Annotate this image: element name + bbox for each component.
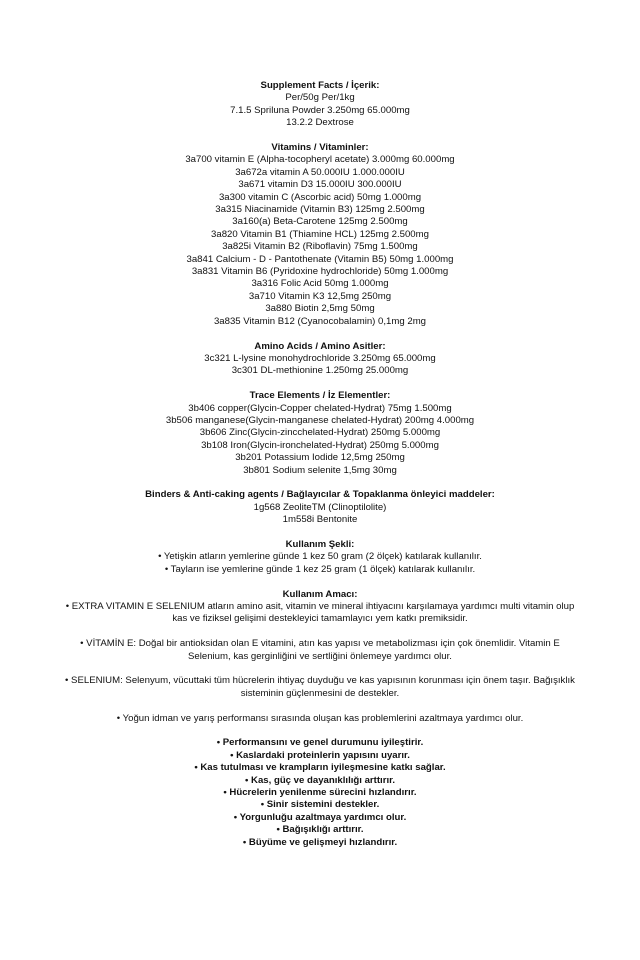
supplement-facts-section bbox=[64, 80, 576, 130]
binder-line: 1m558i Bentonite bbox=[282, 514, 358, 526]
benefit-line: • Performansını ve genel durumunu iyileştirir. bbox=[216, 737, 424, 749]
vitamin-line: 3a710 Vitamin K3 12,5mg 250mg bbox=[248, 290, 392, 302]
benefit-line: • Kas tutulması ve krampların iyileşmesine katkı sağlar. bbox=[194, 762, 446, 774]
benefit-line: • Sinir sistemini destekler. bbox=[260, 799, 380, 811]
benefit-line: • Hücrelerin yenilenme sürecini hızlandırır. bbox=[223, 787, 417, 798]
benefit-line: • Kas, güç ve dayanıklılığı arttırır. bbox=[245, 774, 395, 786]
benefit-line: • Bağışıklığı arttırır. bbox=[276, 824, 364, 836]
purpose-paragraph: • VİTAMİN E: Doğal bir antioksidan olan E vitamini, atın kas yapısı ve metabolizması için çok önemlidir. Vitamin E Selenium, kas gerginliğini ve sertliğini önlemeye yardımcı olur. bbox=[80, 638, 560, 662]
vitamin-line: 3a315 Niacinamide (Vitamin B3) 125mg 2.500mg bbox=[215, 204, 425, 216]
benefit-line: • Kaslardaki proteinlerin yapısını uyarır. bbox=[230, 749, 410, 761]
purpose-paragraph: • Yoğun idman ve yarış performansı sırasında oluşan kas problemlerini azaltmaya yardımcı olur. bbox=[116, 712, 524, 724]
vitamin-line: 3a835 Vitamin B12 (Cyanocobalamin) 0,1mg 2mg bbox=[213, 315, 427, 327]
trace-element-line: 3b201 Potassium Iodide 12,5mg 250mg bbox=[235, 452, 405, 464]
usage-line: • Yetişkin atların yemlerine günde 1 kez 50 gram (2 ölçek) katılarak kullanılır. bbox=[158, 551, 482, 563]
vitamin-line: 3a672a vitamin A 50.000IU 1.000.000IU bbox=[235, 166, 405, 178]
trace-element-line: 3b406 copper(Glycin-Copper chelated-Hydrat) 75mg 1.500mg bbox=[188, 402, 452, 414]
vitamin-line: 3a820 Vitamin B1 (Thiamine HCL) 125mg 2.500mg bbox=[211, 228, 429, 240]
usage-heading: Kullanım Şekli: bbox=[285, 538, 355, 550]
vitamin-line: 3a300 vitamin C (Ascorbic acid) 50mg 1.000mg bbox=[218, 191, 422, 203]
amino-acid-line: 3c321 L-lysine monohydrochloride 3.250mg 65.000mg bbox=[204, 352, 436, 364]
benefit-line: • Yorgunluğu azaltmaya yardımcı olur. bbox=[233, 811, 407, 823]
vitamin-line: 3a831 Vitamin B6 (Pyridoxine hydrochloride) 50mg 1.000mg bbox=[191, 266, 449, 278]
supplement-facts-line: 7.1.5 Spriluna Powder 3.250mg 65.000mg bbox=[230, 104, 410, 116]
supplement-facts-line: Per/50g Per/1kg bbox=[285, 92, 355, 104]
benefit-line: • Büyüme ve gelişmeyi hızlandırır. bbox=[242, 836, 398, 848]
vitamin-line: 3a671 vitamin D3 15.000IU 300.000IU bbox=[238, 179, 402, 191]
vitamin-line: 3a825i Vitamin B2 (Riboflavin) 75mg 1.500mg bbox=[222, 241, 418, 253]
vitamin-line: 3a880 Biotin 2,5mg 50mg bbox=[265, 303, 375, 315]
usage-line: • Tayların ise yemlerine günde 1 kez 25 gram (1 ölçek) katılarak kullanılır. bbox=[164, 563, 476, 575]
supplement-facts-heading: Supplement Facts / İçerik: bbox=[260, 80, 380, 91]
product-description bbox=[64, 80, 576, 861]
binders-heading: Binders & Anti-caking agents / Bağlayıcılar & Topaklanma önleyici maddeler: bbox=[145, 489, 495, 501]
binder-line: 1g568 ZeoliteTM (Clinoptilolite) bbox=[253, 501, 387, 513]
benefits-section bbox=[64, 737, 576, 849]
purpose-section bbox=[64, 589, 576, 725]
binders-section bbox=[64, 489, 576, 526]
trace-element-line: 3b606 Zinc(Glycin-zincchelated-Hydrat) 250mg 5.000mg bbox=[199, 427, 441, 439]
vitamin-line: 3a316 Folic Acid 50mg 1.000mg bbox=[251, 278, 389, 290]
usage-section bbox=[64, 539, 576, 576]
amino-acids-section bbox=[64, 341, 576, 378]
trace-elements-section bbox=[64, 390, 576, 477]
vitamin-line: 3a841 Calcium - D - Pantothenate (Vitamin B5) 50mg 1.000mg bbox=[186, 253, 454, 265]
trace-elements-heading: Trace Elements / İz Elementler: bbox=[249, 390, 391, 402]
amino-acids-heading: Amino Acids / Amino Asitler: bbox=[254, 340, 386, 352]
vitamin-line: 3a160(a) Beta-Carotene 125mg 2.500mg bbox=[232, 216, 408, 228]
purpose-heading: Kullanım Amacı: bbox=[282, 588, 358, 600]
supplement-facts-line: 13.2.2 Dextrose bbox=[286, 117, 354, 129]
trace-element-line: 3b506 manganese(Glycin-manganese chelated-Hydrat) 200mg 4.000mg bbox=[165, 414, 475, 426]
trace-element-line: 3b801 Sodium selenite 1,5mg 30mg bbox=[243, 464, 397, 476]
vitamins-heading: Vitamins / Vitaminler: bbox=[271, 142, 369, 154]
amino-acid-line: 3c301 DL-methionine 1.250mg 25.000mg bbox=[231, 365, 409, 377]
purpose-paragraph: • SELENIUM: Selenyum, vücuttaki tüm hücrelerin ihtiyaç duyduğu ve kas yapısının korunması için önem taşır. Bağışıklık sisteminin güçlenmesini de destekler. bbox=[65, 675, 575, 699]
purpose-paragraph: • EXTRA VITAMIN E SELENIUM atların amino asit, vitamin ve mineral ihtiyacını karşılamaya yardımcı multi vitamin olup kas ve fiziksel gelişimi destekleyici tamamlayıcı yem katkı premiksidir. bbox=[65, 600, 575, 625]
vitamins-section bbox=[64, 142, 576, 328]
vitamin-line: 3a700 vitamin E (Alpha-tocopheryl acetate) 3.000mg 60.000mg bbox=[185, 154, 455, 166]
trace-element-line: 3b108 Iron(Glycin-ironchelated-Hydrat) 250mg 5.000mg bbox=[201, 439, 439, 451]
